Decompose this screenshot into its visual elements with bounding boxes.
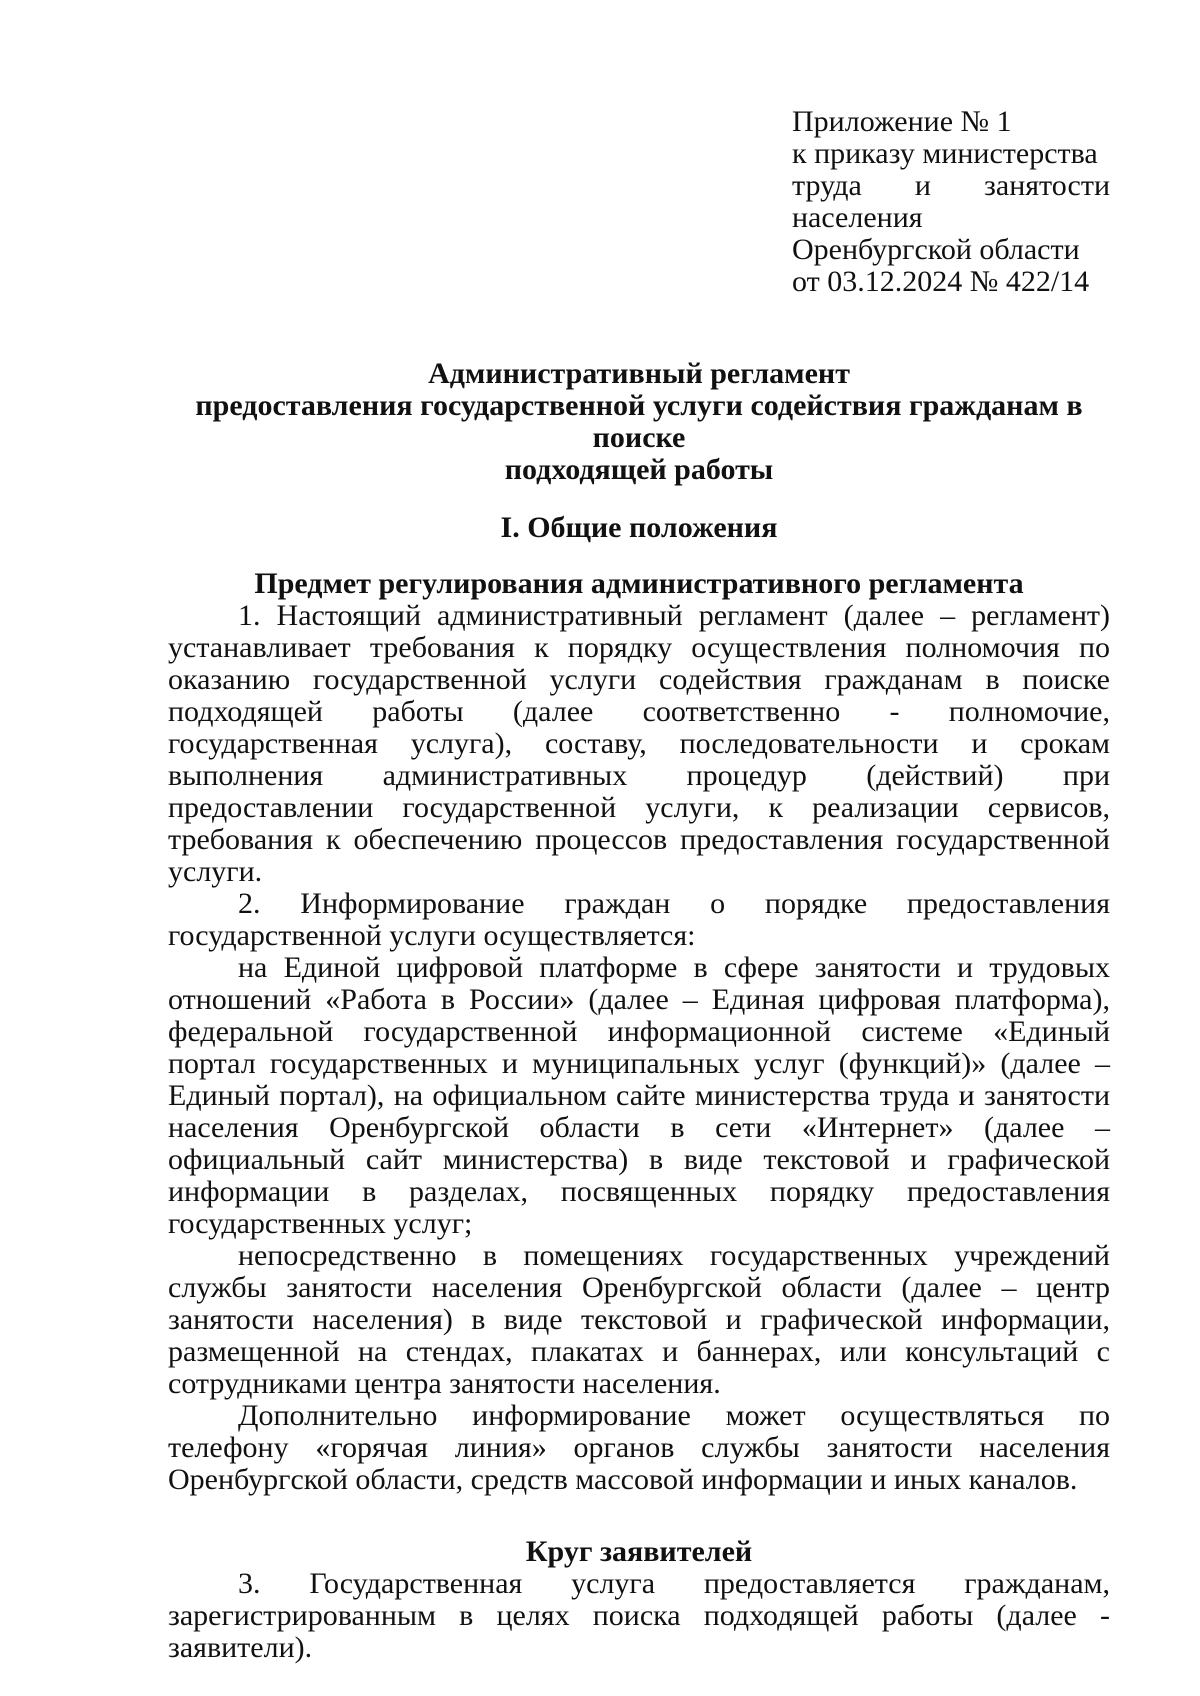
title-line: предоставления государственной услуги содействия гражданам в поиске (195, 389, 1083, 454)
paragraph-3: 3. Государственная услуга предоставляется гражданам, зарегистрированным в целях поиска подходящей работы (далее - заявители). (168, 1567, 1110, 1664)
subsection-heading-applicants: Круг заявителей (525, 1535, 753, 1568)
appendix-order-ref: к приказу министерства (792, 137, 1098, 170)
title-line: Административный регламент (428, 357, 850, 390)
paragraph-2: 2. Информирование граждан о порядке предоставления государственной услуги осуществляется: (168, 887, 1110, 952)
appendix-ministry-line (792, 170, 1110, 202)
paragraph-2-item-premises: непосредственно в помещениях государственных учреждений службы занятости населения Оренбургской области (далее – центр занятости населения) в виде текстовой и графической информации, размещенной на стендах, плакатах и баннерах, или консультаций с сотрудниками центра занятости населения. (168, 1239, 1110, 1400)
paragraph-2-item-platform: на Единой цифровой платформе в сфере занятости и трудовых отношений «Работа в России» (далее – Единая цифровая платформа), федеральной государственной информационной системе «Единый портал государственных и муниципальных услуг (функций)» (далее – Единый портал), на официальном сайте министерства труда и занятости населения Оренбургской области в сети «Интернет» (далее – официальный сайт министерства) в виде текстовой и графической информации в разделах, посвященных порядку предоставления государственных услуг; (168, 951, 1110, 1240)
document-body (168, 358, 1110, 1664)
appendix-population: населения (792, 201, 923, 234)
appendix-block (792, 106, 1110, 298)
section-heading: I. Общие положения (500, 511, 778, 544)
appendix-word: занятости (984, 169, 1110, 202)
appendix-date-number: от 03.12.2024 № 422/14 (792, 265, 1090, 298)
document-title (168, 358, 1110, 486)
subsection-heading-subject: Предмет регулирования административного регламента (254, 567, 1024, 600)
title-line: подходящей работы (504, 453, 774, 486)
appendix-region: Оренбургской области (792, 233, 1080, 266)
paragraph-1: 1. Настоящий административный регламент (далее – регламент) устанавливает требования к порядку осуществления полномочия по оказанию государственной услуги содействия гражданам в поиске подходящей работы (далее соответственно - полномочие, государственная услуга), составу, последовательности и срокам выполнения административных процедур (действий) при предоставлении государственной услуги, к реализации сервисов, требования к обеспечению процессов предоставления государственной услуги. (168, 599, 1110, 888)
appendix-word: и (914, 169, 931, 202)
paragraph-2-additional: Дополнительно информирование может осуществляться по телефону «горячая линия» органов службы занятости населения Оренбургской области, средств массовой информации и иных каналов. (168, 1399, 1110, 1496)
appendix-word: труда (792, 169, 862, 202)
appendix-number: Приложение № 1 (792, 105, 1012, 138)
